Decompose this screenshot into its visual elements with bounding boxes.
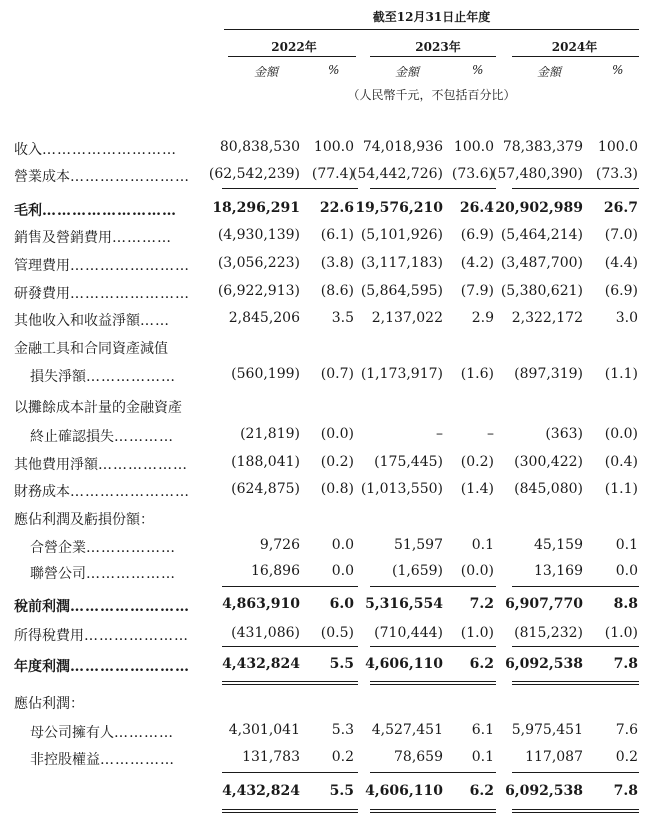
row-label bbox=[30, 749, 175, 769]
double-total-rule bbox=[512, 809, 639, 810]
amount-label-2022: 金額 bbox=[254, 65, 279, 79]
dot-leader: ……………… bbox=[86, 540, 176, 556]
percent-cell: 7.6 bbox=[615, 722, 638, 738]
dot-leader: ………… bbox=[112, 230, 172, 246]
row-label bbox=[14, 596, 190, 616]
row-label bbox=[14, 255, 190, 275]
row-label bbox=[30, 366, 176, 386]
row-label-text: 營業成本 bbox=[14, 169, 70, 185]
subtotal-rule bbox=[222, 646, 358, 647]
row-impairment-heading bbox=[0, 335, 649, 359]
percent-cell: (4.2) bbox=[460, 255, 494, 271]
percent-cell: (77.4) bbox=[311, 166, 354, 182]
row-income-tax bbox=[0, 622, 649, 646]
dot-leader: ……………… bbox=[86, 369, 176, 385]
row-label-text: 應佔利潤及虧損份額： bbox=[14, 512, 154, 528]
year-header-2023: 2023年 bbox=[415, 40, 461, 54]
percent-cell: – bbox=[487, 426, 494, 442]
amount-cell: (300,422) bbox=[514, 454, 583, 470]
amount-cell: (560,199) bbox=[231, 366, 300, 382]
subtotal-rule bbox=[222, 772, 358, 773]
row-label bbox=[14, 693, 84, 713]
dot-leader: …………………… bbox=[70, 169, 190, 185]
row-label-text: 年度利潤 bbox=[14, 659, 70, 675]
row-label bbox=[14, 454, 188, 474]
percent-cell: 3.0 bbox=[615, 310, 638, 326]
amount-cell: (21,819) bbox=[240, 426, 300, 442]
subtotal-rule bbox=[512, 646, 639, 647]
amount-cell: (1,659) bbox=[391, 563, 443, 579]
percent-cell: (1.1) bbox=[604, 481, 638, 497]
percent-cell: 26.4 bbox=[459, 200, 494, 216]
double-total-rule bbox=[222, 684, 358, 685]
row-label-text: 財務成本 bbox=[14, 484, 70, 500]
double-total-rule bbox=[370, 681, 496, 682]
row-label-text: 金融工具和合同資產減值 bbox=[14, 341, 168, 357]
percent-cell: 0.0 bbox=[331, 537, 354, 553]
amount-cell: (5,380,621) bbox=[500, 283, 583, 299]
percent-cell: (8.6) bbox=[320, 283, 354, 299]
percent-cell: (7.0) bbox=[604, 227, 638, 243]
row-label-text: 毛利 bbox=[14, 203, 42, 219]
row-label bbox=[14, 481, 190, 501]
row-label-text: 其他費用淨額 bbox=[14, 457, 98, 473]
amount-cell: (3,056,223) bbox=[217, 255, 300, 271]
row-label-text: 所得稅費用 bbox=[14, 628, 84, 644]
row-label bbox=[14, 338, 168, 358]
amount-cell: 2,137,022 bbox=[371, 310, 443, 326]
amount-cell: – bbox=[436, 426, 443, 442]
row-label-text: 收入 bbox=[14, 142, 42, 158]
subtotal-rule bbox=[370, 646, 496, 647]
dot-leader: ………… bbox=[114, 725, 174, 741]
row-label bbox=[14, 397, 182, 417]
amount-cell: (57,480,390) bbox=[491, 166, 583, 182]
percent-label-2022: % bbox=[328, 63, 340, 77]
dot-leader: ……………… bbox=[86, 566, 176, 582]
amount-cell: 6,092,538 bbox=[505, 783, 583, 799]
percent-cell: 7.8 bbox=[613, 656, 638, 672]
dot-leader: …………………… bbox=[70, 484, 190, 500]
row-label bbox=[30, 722, 174, 742]
percent-cell: (6.9) bbox=[460, 227, 494, 243]
dot-leader: …… bbox=[140, 313, 170, 329]
amount-cell: 4,527,451 bbox=[371, 722, 443, 738]
dot-leader: ……………………… bbox=[42, 142, 177, 158]
row-administrative-expenses bbox=[0, 252, 649, 276]
dot-leader: …………………… bbox=[70, 599, 190, 615]
amount-cell: (363) bbox=[545, 426, 583, 442]
amount-cell: 20,902,989 bbox=[495, 200, 583, 216]
percent-cell: 100.0 bbox=[453, 139, 494, 155]
double-total-rule bbox=[512, 681, 639, 682]
amount-cell: 4,606,110 bbox=[365, 656, 443, 672]
row-label-text: 母公司擁有人 bbox=[30, 725, 114, 741]
row-finance-costs bbox=[0, 478, 649, 502]
percent-cell: (4.4) bbox=[604, 255, 638, 271]
amount-cell: (815,232) bbox=[514, 625, 583, 641]
percent-cell: (0.0) bbox=[460, 563, 494, 579]
amount-cell: (4,930,139) bbox=[217, 227, 300, 243]
year-rule-2024 bbox=[512, 56, 639, 57]
percent-cell: (1.1) bbox=[604, 366, 638, 382]
row-label-text: 損失淨額 bbox=[30, 369, 86, 385]
row-label bbox=[14, 310, 170, 330]
row-label-text: 稅前利潤 bbox=[14, 599, 70, 615]
amount-cell: 78,383,379 bbox=[502, 139, 583, 155]
percent-cell: (0.2) bbox=[460, 454, 494, 470]
amount-cell: 117,087 bbox=[525, 749, 583, 765]
amount-cell: (1,013,550) bbox=[360, 481, 443, 497]
percent-cell: (0.2) bbox=[320, 454, 354, 470]
amount-cell: 2,845,206 bbox=[228, 310, 300, 326]
percent-cell: 6.1 bbox=[471, 722, 494, 738]
subtotal-rule bbox=[512, 586, 639, 587]
dot-leader: ………… bbox=[114, 429, 174, 445]
double-total-rule bbox=[370, 809, 496, 810]
percent-cell: 0.1 bbox=[471, 537, 494, 553]
row-label bbox=[14, 139, 177, 159]
row-non-controlling bbox=[0, 746, 649, 770]
amount-cell: (5,464,214) bbox=[500, 227, 583, 243]
amount-cell: 18,296,291 bbox=[212, 200, 300, 216]
percent-cell: (73.6) bbox=[451, 166, 494, 182]
row-associates bbox=[0, 560, 649, 584]
row-label-text: 以攤餘成本計量的金融資產 bbox=[14, 400, 182, 416]
percent-cell: (0.4) bbox=[604, 454, 638, 470]
amount-cell: 4,863,910 bbox=[222, 596, 300, 612]
percent-cell: (6.1) bbox=[320, 227, 354, 243]
row-label-text: 其他收入和收益淨額 bbox=[14, 313, 140, 329]
percent-cell: 5.5 bbox=[329, 656, 354, 672]
amount-cell: (624,875) bbox=[231, 481, 300, 497]
row-profit-before-tax bbox=[0, 593, 649, 617]
year-header-2022: 2022年 bbox=[271, 40, 317, 54]
percent-cell: (6.9) bbox=[604, 283, 638, 299]
row-revenue bbox=[0, 136, 649, 160]
row-label-text: 研發費用 bbox=[14, 286, 70, 302]
amount-cell: 5,316,554 bbox=[365, 596, 443, 612]
subtotal-rule bbox=[512, 772, 639, 773]
row-label-text: 銷售及營銷費用 bbox=[14, 230, 112, 246]
subtotal-rule bbox=[222, 188, 358, 189]
percent-cell: (0.0) bbox=[320, 426, 354, 442]
row-selling-marketing-expenses bbox=[0, 224, 649, 248]
row-label bbox=[14, 200, 177, 220]
amount-cell: 2,322,172 bbox=[511, 310, 583, 326]
double-total-rule bbox=[370, 684, 496, 685]
row-share-heading bbox=[0, 506, 649, 530]
percent-cell: 26.7 bbox=[603, 200, 638, 216]
period-header: 截至12月31日止年度 bbox=[372, 10, 491, 24]
percent-cell: 6.0 bbox=[329, 596, 354, 612]
percent-cell: 22.6 bbox=[319, 200, 354, 216]
percent-cell: 2.9 bbox=[471, 310, 494, 326]
amount-label-2023: 金額 bbox=[395, 65, 420, 79]
percent-cell: (7.9) bbox=[460, 283, 494, 299]
row-label-text: 管理費用 bbox=[14, 258, 70, 274]
percent-cell: (0.5) bbox=[320, 625, 354, 641]
row-label-text: 合營企業 bbox=[30, 540, 86, 556]
amount-cell: (845,080) bbox=[514, 481, 583, 497]
amount-cell: (5,864,595) bbox=[360, 283, 443, 299]
percent-cell: (73.3) bbox=[595, 166, 638, 182]
amount-cell: (3,117,183) bbox=[360, 255, 443, 271]
dot-leader: …………………… bbox=[70, 659, 190, 675]
dot-leader: …………………… bbox=[70, 258, 190, 274]
row-label bbox=[14, 625, 189, 645]
percent-cell: 7.2 bbox=[469, 596, 494, 612]
percent-cell: 6.2 bbox=[469, 656, 494, 672]
dot-leader: …………………… bbox=[70, 286, 190, 302]
amount-cell: 4,432,824 bbox=[222, 783, 300, 799]
amount-cell: 9,726 bbox=[259, 537, 300, 553]
amount-cell: 5,975,451 bbox=[511, 722, 583, 738]
row-label-text: 非控股權益 bbox=[30, 752, 100, 768]
amount-cell: (5,101,926) bbox=[360, 227, 443, 243]
amount-cell: 4,606,110 bbox=[365, 783, 443, 799]
amount-label-2024: 金額 bbox=[537, 65, 562, 79]
percent-cell: 0.0 bbox=[615, 563, 638, 579]
row-label bbox=[30, 537, 176, 557]
amount-cell: 16,896 bbox=[251, 563, 300, 579]
row-owners-of-parent bbox=[0, 719, 649, 743]
row-label bbox=[14, 283, 190, 303]
amount-cell: 80,838,530 bbox=[219, 139, 300, 155]
row-rd-expenses bbox=[0, 280, 649, 304]
row-amortised-cost-heading bbox=[0, 394, 649, 418]
amount-cell: 4,301,041 bbox=[228, 722, 300, 738]
double-total-rule bbox=[370, 812, 496, 813]
subtotal-rule bbox=[370, 772, 496, 773]
percent-cell: 6.2 bbox=[469, 783, 494, 799]
row-attributable-heading bbox=[0, 690, 649, 714]
row-label bbox=[14, 509, 154, 529]
double-total-rule bbox=[222, 681, 358, 682]
amount-cell: 6,907,770 bbox=[505, 596, 583, 612]
percent-label-2023: % bbox=[472, 63, 484, 77]
row-impairment-losses bbox=[0, 363, 649, 387]
amount-cell: 6,092,538 bbox=[505, 656, 583, 672]
year-rule-2022 bbox=[228, 56, 356, 57]
percent-cell: 5.3 bbox=[331, 722, 354, 738]
dot-leader: ……………… bbox=[98, 457, 188, 473]
amount-cell: (1,173,917) bbox=[360, 366, 443, 382]
percent-cell: 3.5 bbox=[331, 310, 354, 326]
amount-cell: (431,086) bbox=[231, 625, 300, 641]
amount-cell: (6,922,913) bbox=[217, 283, 300, 299]
year-rule-2023 bbox=[370, 56, 496, 57]
amount-cell: 78,659 bbox=[394, 749, 443, 765]
percent-cell: (0.7) bbox=[320, 366, 354, 382]
subtotal-rule bbox=[370, 586, 496, 587]
amount-cell: 4,432,824 bbox=[222, 656, 300, 672]
row-cost-of-sales bbox=[0, 163, 649, 187]
amount-cell: (54,442,726) bbox=[351, 166, 443, 182]
row-label-text: 應佔利潤： bbox=[14, 696, 84, 712]
row-joint-ventures bbox=[0, 534, 649, 558]
percent-cell: (0.0) bbox=[604, 426, 638, 442]
amount-cell: (62,542,239) bbox=[208, 166, 300, 182]
dot-leader: …………… bbox=[100, 752, 175, 768]
percent-cell: 8.8 bbox=[613, 596, 638, 612]
row-label-text: 終止確認損失 bbox=[30, 429, 114, 445]
percent-cell: 0.1 bbox=[615, 537, 638, 553]
row-gross-profit bbox=[0, 197, 649, 221]
row-total-attributable bbox=[0, 780, 649, 804]
amount-cell: (175,445) bbox=[374, 454, 443, 470]
double-total-rule bbox=[512, 812, 639, 813]
double-total-rule bbox=[222, 812, 358, 813]
percent-cell: (1.0) bbox=[604, 625, 638, 641]
amount-cell: (710,444) bbox=[374, 625, 443, 641]
row-profit-for-year bbox=[0, 653, 649, 677]
double-total-rule bbox=[222, 809, 358, 810]
row-label bbox=[14, 656, 190, 676]
percent-cell: 5.5 bbox=[329, 783, 354, 799]
amount-cell: (3,487,700) bbox=[500, 255, 583, 271]
percent-cell: (1.4) bbox=[460, 481, 494, 497]
subtotal-rule bbox=[222, 586, 358, 587]
year-header-2024: 2024年 bbox=[551, 40, 598, 54]
percent-cell: 0.1 bbox=[471, 749, 494, 765]
double-total-rule bbox=[512, 684, 639, 685]
percent-cell: 100.0 bbox=[597, 139, 638, 155]
amount-cell: 131,783 bbox=[242, 749, 300, 765]
unit-note: （人民幣千元，不包括百分比） bbox=[347, 88, 516, 102]
dot-leader: ………………… bbox=[84, 628, 189, 644]
percent-cell: 0.2 bbox=[615, 749, 638, 765]
subtotal-rule bbox=[512, 188, 639, 189]
row-derecognition-losses bbox=[0, 423, 649, 447]
amount-cell: 13,169 bbox=[534, 563, 583, 579]
row-label bbox=[14, 227, 172, 247]
amount-cell: 51,597 bbox=[394, 537, 443, 553]
subtotal-rule bbox=[370, 188, 496, 189]
amount-cell: 45,159 bbox=[534, 537, 583, 553]
percent-cell: 0.0 bbox=[331, 563, 354, 579]
percent-cell: (1.0) bbox=[460, 625, 494, 641]
row-other-expenses bbox=[0, 451, 649, 475]
amount-cell: 74,018,936 bbox=[362, 139, 443, 155]
percent-cell: 100.0 bbox=[313, 139, 354, 155]
period-header-rule bbox=[224, 29, 639, 30]
percent-cell: (0.8) bbox=[320, 481, 354, 497]
row-label bbox=[14, 166, 190, 186]
percent-cell: (3.8) bbox=[320, 255, 354, 271]
amount-cell: (897,319) bbox=[514, 366, 583, 382]
percent-cell: 7.8 bbox=[613, 783, 638, 799]
row-label bbox=[30, 563, 176, 583]
row-other-income-gains bbox=[0, 307, 649, 331]
percent-cell: (1.6) bbox=[460, 366, 494, 382]
row-label bbox=[30, 426, 174, 446]
percent-cell: 0.2 bbox=[331, 749, 354, 765]
amount-cell: 19,576,210 bbox=[355, 200, 443, 216]
amount-cell: (188,041) bbox=[231, 454, 300, 470]
percent-label-2024: % bbox=[612, 63, 624, 77]
dot-leader: ……………………… bbox=[42, 203, 177, 219]
row-label-text: 聯營公司 bbox=[30, 566, 86, 582]
